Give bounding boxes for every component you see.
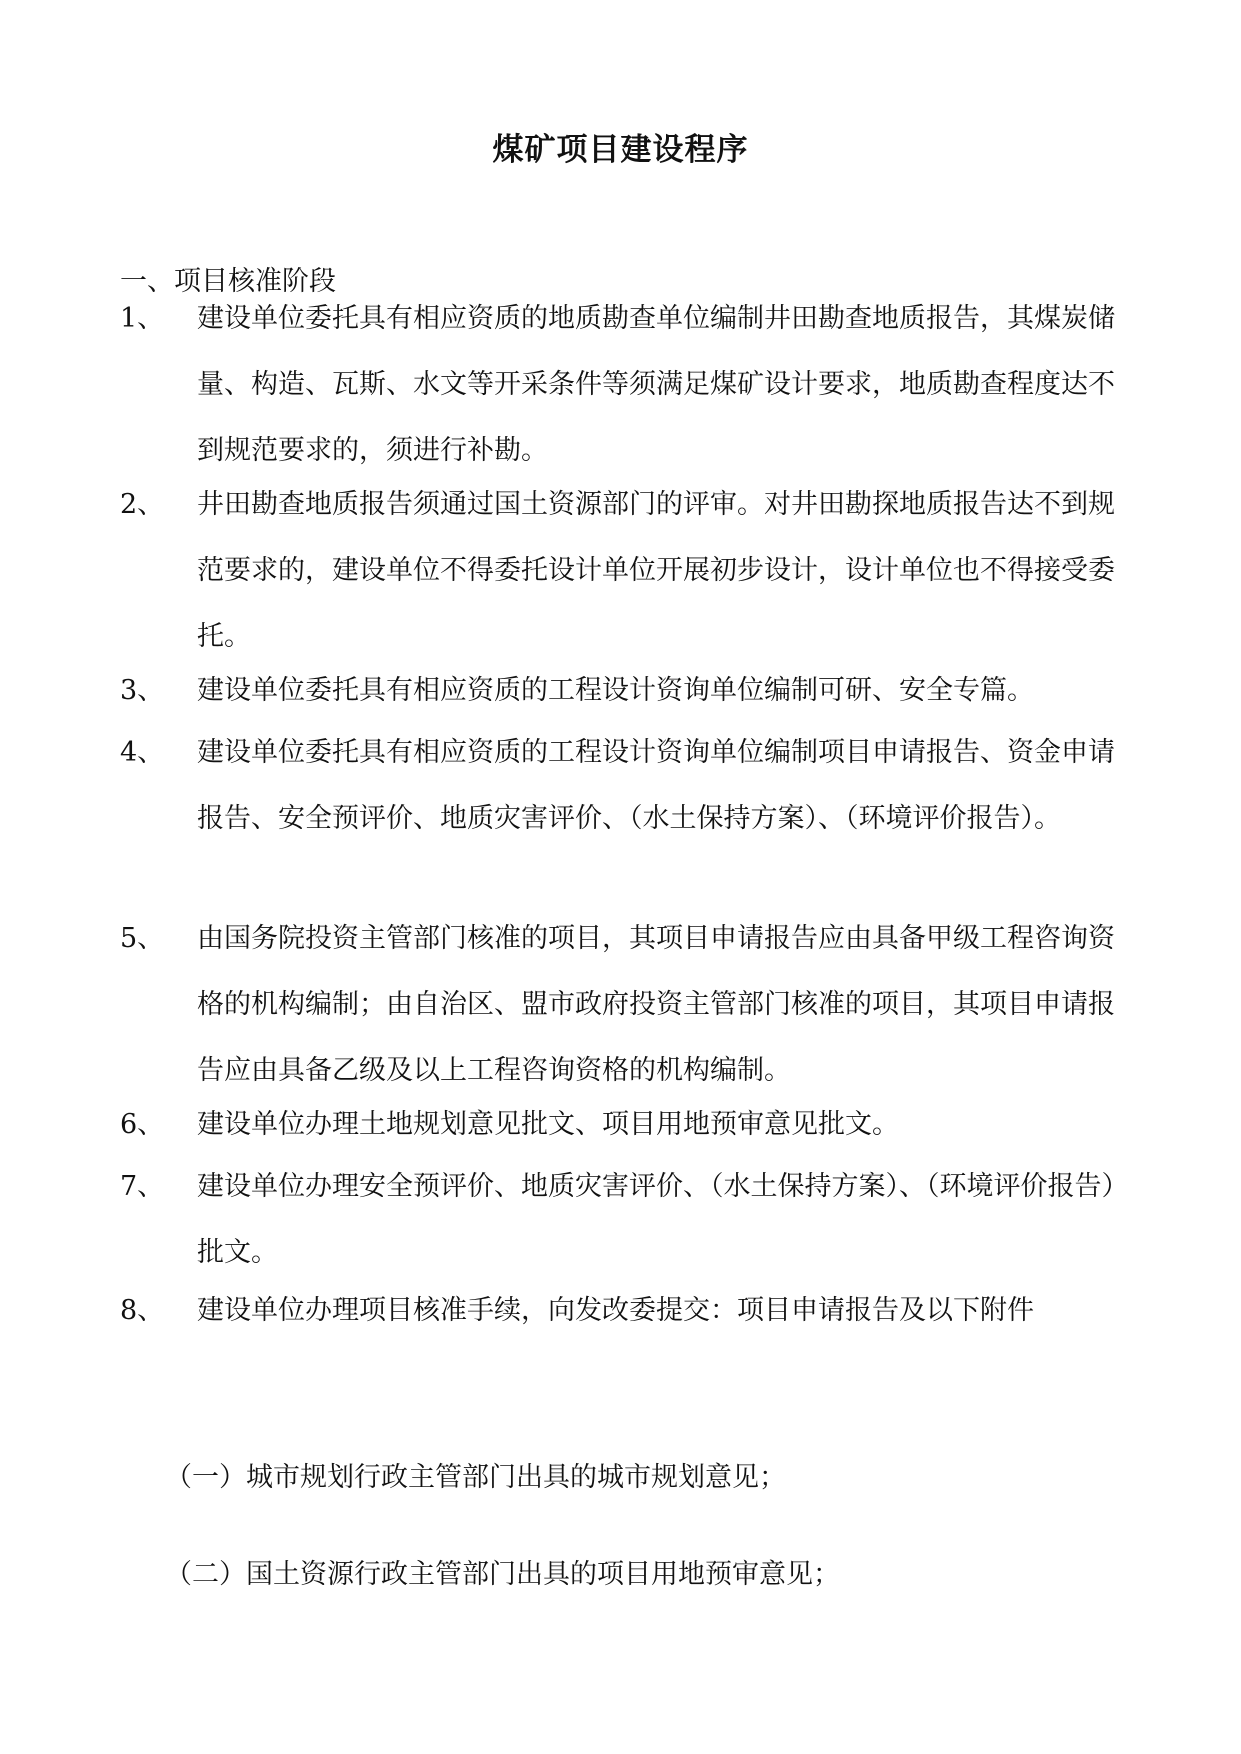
item-number: 6、 (120, 1109, 165, 1140)
item-text: 建设单位办理安全预评价、地质灾害评价、（水土保持方案）、（环境评价报告）批文。 (197, 1171, 1115, 1268)
item-text: 由国务院投资主管部门核准的项目，其项目申请报告应由具备甲级工程咨询资格的机构编制；由自治区、盟市政府投资主管部门核准的项目，其项目申请报告应由具备乙级及以上工程咨询资格的机构编制。 (197, 923, 1115, 1086)
item-text: 建设单位委托具有相应资质的工程设计资询单位编制可研、安全专篇。 (197, 675, 1034, 706)
item-number: 8、 (120, 1295, 165, 1326)
item-number: 1、 (120, 303, 165, 334)
item-text: 建设单位办理项目核准手续，向发改委提交：项目申请报告及以下附件 (197, 1295, 1034, 1326)
sub-item: （一）城市规划行政主管部门出具的城市规划意见； (165, 1462, 786, 1493)
item-number: 5、 (120, 923, 165, 954)
item-number: 7、 (120, 1171, 165, 1202)
item-text: 井田勘查地质报告须通过国土资源部门的评审。对井田勘探地质报告达不到规范要求的，建设单位不得委托设计单位开展初步设计，设计单位也不得接受委托。 (197, 489, 1115, 652)
sub-item: （二）国土资源行政主管部门出具的项目用地预审意见； (165, 1559, 840, 1590)
section-heading: 一、项目核准阶段 (120, 266, 336, 297)
item-text: 建设单位委托具有相应资质的地质勘查单位编制井田勘查地质报告，其煤炭储量、构造、瓦斯、水文等开采条件等须满足煤矿设计要求，地质勘查程度达不到规范要求的，须进行补勘。 (197, 303, 1115, 466)
document-title: 煤矿项目建设程序 (492, 132, 749, 168)
item-text: 建设单位办理土地规划意见批文、项目用地预审意见批文。 (197, 1109, 899, 1140)
item-number: 2、 (120, 489, 165, 520)
item-number: 3、 (120, 675, 165, 706)
item-text: 建设单位委托具有相应资质的工程设计资询单位编制项目申请报告、资金申请报告、安全预评价、地质灾害评价、（水土保持方案）、（环境评价报告）。 (197, 737, 1115, 834)
item-number: 4、 (120, 737, 165, 768)
